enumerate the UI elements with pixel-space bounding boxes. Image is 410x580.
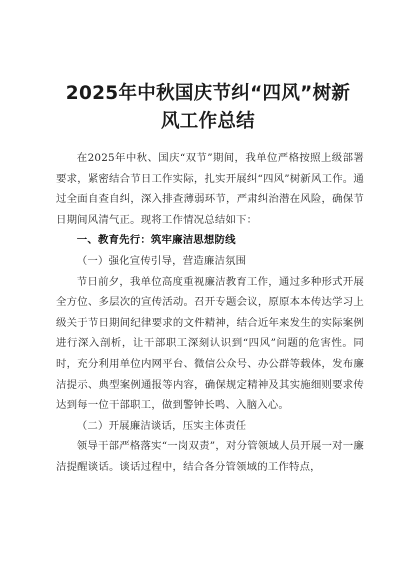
section-1-paragraph-2: 领导干部严格落实“一岗双责”，对分管领域人员开展一对一廉洁提醒谈话。谈话过程中，结合各分管领域的工作特点， [56,440,364,473]
section-1-subheading-2: （二）开展廉洁谈话，压实主体责任 [76,419,247,432]
title-line-1: 2025年中秋国庆节纠“四风”树新 [65,83,351,104]
title-line-2: 风工作总结 [160,111,255,132]
intro-paragraph: 在2025年中秋、国庆“双节”期间，我单位严格按照上级部署要求，紧密结合节日工作实际，扎实开展纠“四风”树新风工作。通过全面自查自纠，深入排查薄弱环节，严肃纠治潜在风险，确保节日期间风清气正。现将工作情况总结如下： [56,152,364,226]
section-1-paragraph-1: 节日前夕，我单位高度重视廉洁教育工作，通过多种形式开展全方位、多层次的宣传活动。召开专题会议，原原本本传达学习上级关于节日期间纪律要求的文件精神，结合近年来发生的实际案例进行深入剖析，让干部职工深刻认识到“四风”问题的危害性。同时，充分利用单位内网平台、微信公众号、办公群等载体，发布廉洁提示、典型案例通报等内容，确保规定精神及其实施细则要求传达到每一位干部职工，做到警钟长鸣、入脑入心。 [56,275,364,412]
section-1-subheading-1: （一）强化宣传引导，营造廉洁氛围 [76,254,247,267]
section-1-heading: 一、教育先行：筑牢廉洁思想防线 [76,234,236,247]
document-title [48,80,368,136]
document-body [56,148,364,478]
